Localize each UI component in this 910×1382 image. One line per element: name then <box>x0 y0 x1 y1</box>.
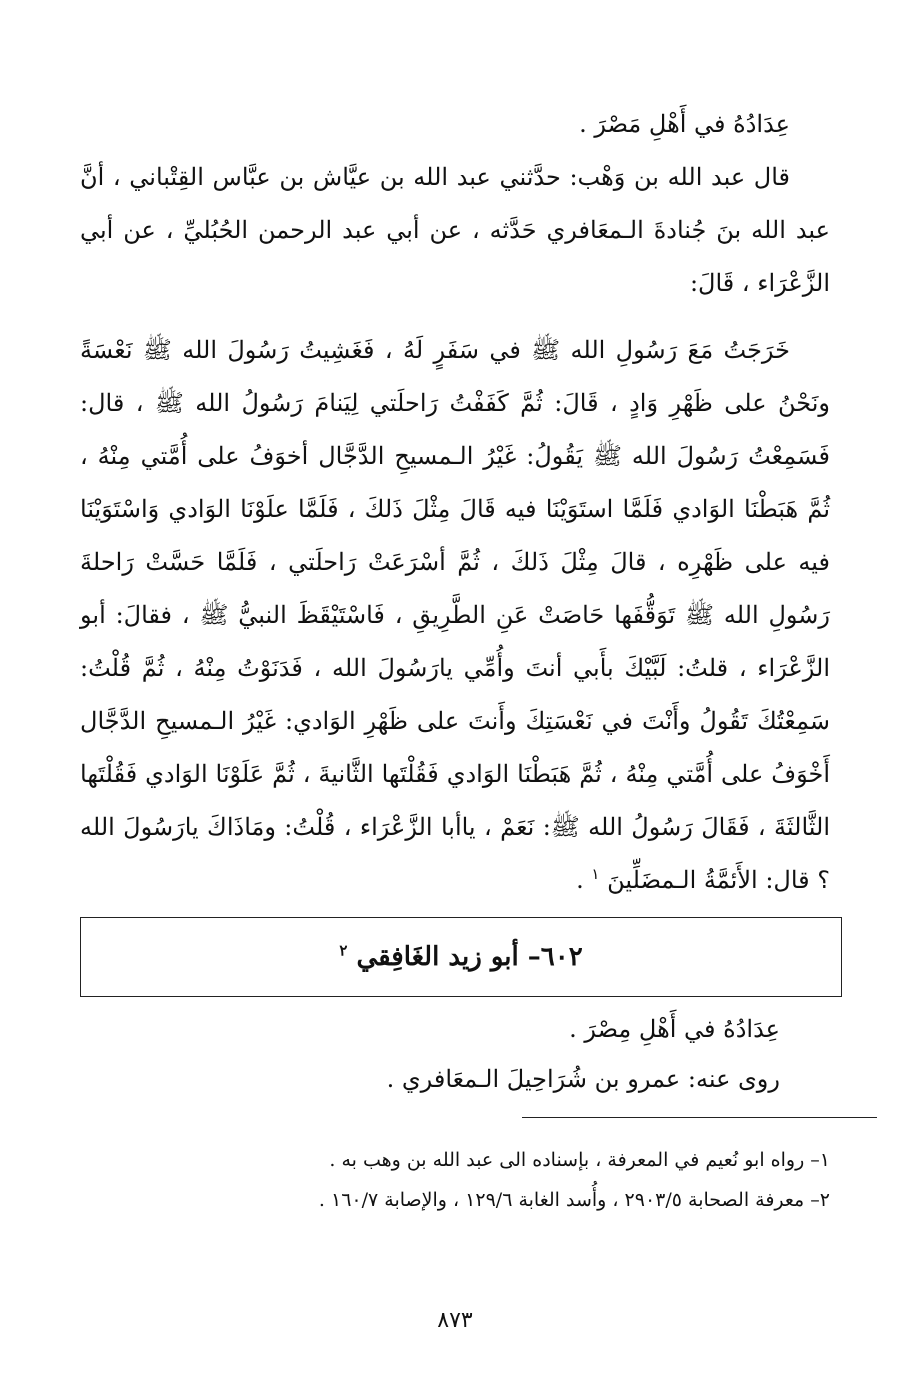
hadith-paragraph <box>80 324 830 907</box>
entry-601-body <box>80 98 830 907</box>
footnote-2: ٢– معرفة الصحابة ٢٩٠٣/٥ ، وأُسد الغابة ١٢٩/٦ ، والإصابة ١٦٠/٧ . <box>318 1189 830 1211</box>
footnote-ref-1[interactable]: ١ <box>591 865 600 883</box>
opening-line: عِدَادُهُ في أَهْلِ مَصْرَ . <box>579 110 790 138</box>
entry-602-body <box>80 1004 780 1104</box>
footnote-ref-2[interactable]: ٢ <box>339 941 348 960</box>
footnote-divider <box>522 1117 877 1118</box>
entry-602-heading <box>339 942 582 972</box>
heading-text: ٦٠٢– أبو زيد الغَافِقي <box>356 942 583 972</box>
entry-602-line-1: عِدَادُهُ في أَهْلِ مِصْرَ . <box>569 1015 780 1043</box>
footnotes <box>80 1140 830 1220</box>
hadith-text: خَرَجَتُ مَعَ رَسُولِ الله ﷺ في سَفَرٍ لَهُ ، فَغَشِيتُ رَسُولَ الله ﷺ نَعْسَةً ونَحْنُ على ظَهْرِ وَادٍ ، قَالَ: ثُمَّ كَفَفْتُ رَاحلَتي لِيَنامَ رَسُولُ الله ﷺ ، قال: فَسَمِعْتُ رَسُولَ الله ﷺ يَقُولُ: غَيْرُ الـمسيحِ الدَّجَّال أخوَفُ على أُمَّتي مِنْهُ ، ثُمَّ هَبَطْنَا الوَادي فَلَمَّا استَوَيْنَا فيه قَالَ مِثْلَ ذَلكَ ، فَلَمَّا علَوْنَا الوَادي وَاسْتَوَيْنَا فيه على ظَهْرِه ، قالَ مِثْلَ ذَلكَ ، ثُمَّ أسْرَعَتْ رَاحلَتي ، فَلَمَّا حَسَّتْ رَاحلةَ رَسُولِ الله ﷺ تَوَقُّفَها حَاصَتْ عَنِ الطَّرِيقِ ، فَاسْتَيْقَظَ النبيُّ ﷺ ، فقالَ: أبو الزَّعْرَاء ، قلتُ: لَبَّيْكَ بأَبي أنتَ وأُمِّي يارَسُولَ الله ، فَدَنَوْتُ مِنْهُ ، ثُمَّ قُلْتُ: سَمِعْتُكَ تَقُولُ وأَنْتَ في نَعْسَتِكَ وأَنتَ على ظَهْرِ الوَادي: غَيْرُ الـمسيحِ الدَّجَّال أَخْوَفُ على أُمَّتي مِنْهُ ، ثُمَّ هَبَطْنَا الوَادي فَقُلْتَها الثَّانيةَ ، ثُمَّ عَلَوْنَا الوَادي فَقُلْتَها الثَّالثَةَ ، فَقَالَ رَسُولُ الله ﷺ: نَعَمْ ، ياأبا الزَّعْرَاء ، قُلْتُ: ومَاذَاكَ يارَسُولَ الله ؟ قال: الأَئمَّةُ الـمضَلِّينَ <box>80 336 831 894</box>
footnote-1: ١– رواه ابو نُعيم في المعرفة ، بإسناده الى عبد الله بن وهب به . <box>329 1149 830 1171</box>
entry-602-line-2: روى عنه: عمرو بن شُرَاحِيلَ الـمعَافري . <box>386 1065 780 1093</box>
hadith-end: . <box>576 866 592 894</box>
isnad-paragraph: قال عبد الله بن وَهْب: حدَّثني عبد الله بن عيَّاش بن عبَّاس القِتْباني ، أنَّ عبد الله بنَ جُنادةَ الـمعَافري حَدَّثه ، عن أبي عبد الرحمن الحُبُليِّ ، عن أبي الزَّعْرَاء ، قَالَ: <box>80 163 830 297</box>
page-number: ٨٧٣ <box>437 1308 473 1333</box>
entry-602-heading-box <box>80 917 842 997</box>
